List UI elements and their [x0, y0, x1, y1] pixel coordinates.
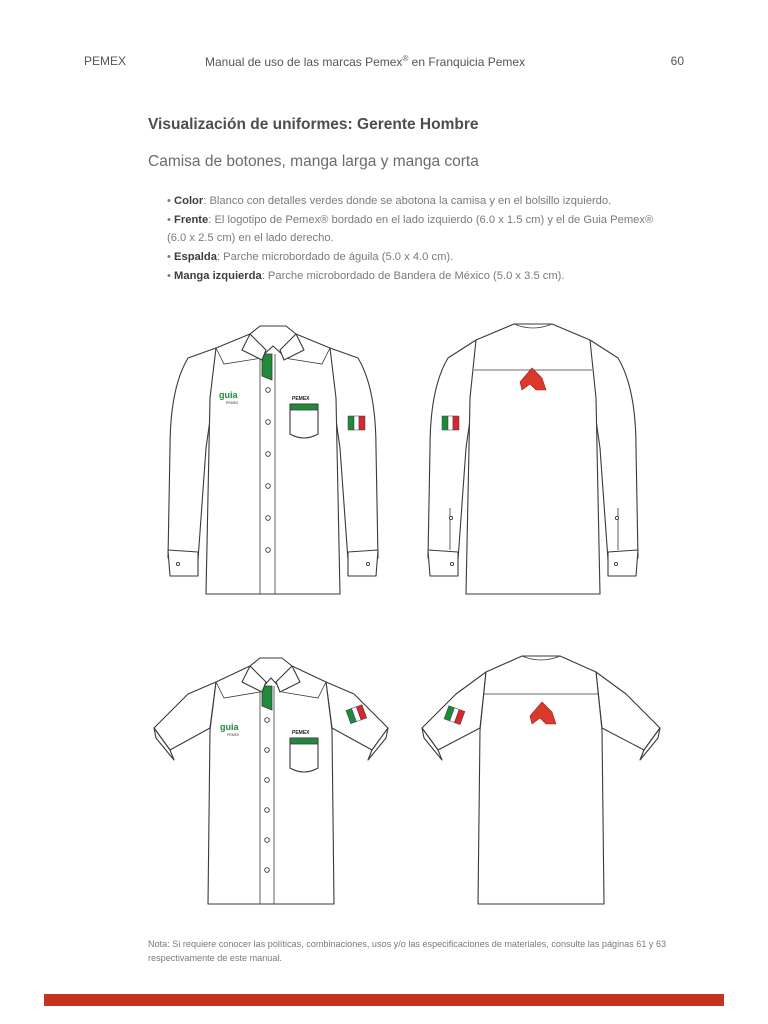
spec-item-left-sleeve: • Manga izquierda: Parche microbordado de Bandera de México (5.0 x 3.5 cm). [167, 269, 565, 282]
pemex-logo-short: PEMEX [292, 730, 310, 736]
pemex-logo: PEMEX [292, 396, 310, 402]
short-sleeve-shirt-back [416, 650, 666, 912]
guia-logo: guia [219, 390, 238, 400]
spec-item-front: • Frente: El logotipo de Pemex® bordado en el lado izquierdo (6.0 x 1.5 cm) y el de Guia Pemex® (6.0 x 2.5 cm) en el lado derecho. [167, 213, 654, 245]
spec-item-back: • Espalda: Parche microbordado de águila (5.0 x 4.0 cm). [167, 251, 454, 264]
footnote: Nota: Si requiere conocer las políticas, combinaciones, usos y/o las especificaciones de materiales, consulte las páginas 61 y 63 respectivamente de este manual. [148, 939, 667, 963]
guia-logo-short: guia [220, 722, 239, 732]
short-sleeve-shirt-front [148, 650, 394, 912]
spec-item-color: • Color: Blanco con detalles verdes donde se abotona la camisa y en el bolsillo izquierdo. [167, 195, 612, 207]
long-sleeve-shirt-front [158, 318, 388, 600]
guia-logo-sub-short: PEMEX [227, 733, 240, 737]
page-subheading: Camisa de botones, manga larga y manga corta [148, 153, 479, 170]
guia-logo-sub: PEMEX [226, 401, 239, 405]
spec-list [167, 192, 672, 286]
header-brand: PEMEX [84, 54, 127, 68]
page-header [0, 54, 768, 74]
header-title: Manual de uso de las marcas Pemex® en Franquicia Pemex [205, 54, 526, 69]
footer-bar [44, 994, 724, 1006]
page-number: 60 [670, 54, 684, 68]
page-heading: Visualización de uniformes: Gerente Hombre [148, 116, 479, 133]
long-sleeve-shirt-back [418, 318, 648, 600]
